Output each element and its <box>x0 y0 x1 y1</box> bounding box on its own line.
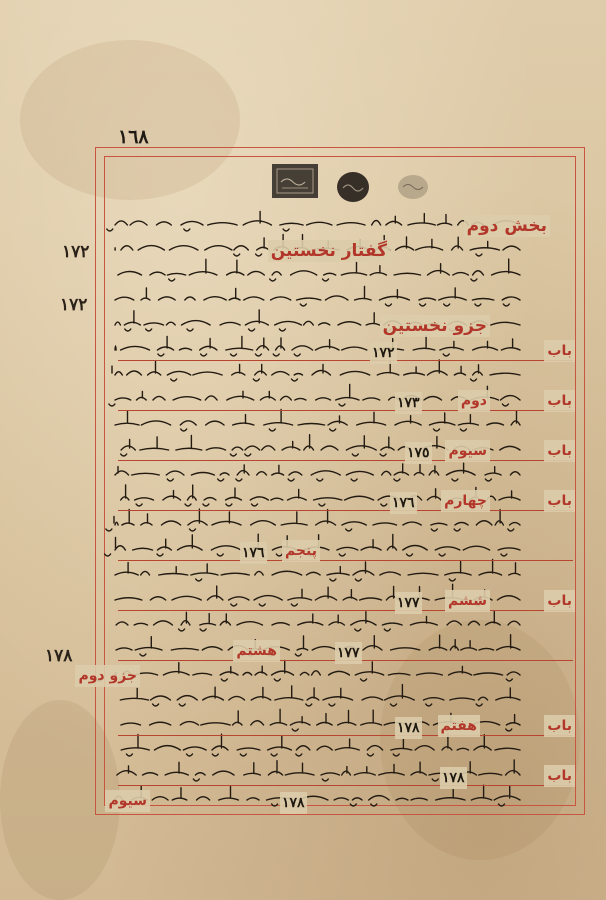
red-heading-label: باب <box>544 765 575 787</box>
red-rule-line <box>118 735 573 736</box>
red-rule-line <box>118 460 573 461</box>
inline-page-number: ١٧٨ <box>440 767 467 789</box>
red-rule-line <box>118 610 573 611</box>
inline-page-number: ١٧٦ <box>390 492 417 514</box>
red-heading-label: بخش دوم <box>464 215 550 237</box>
red-heading-label: باب <box>544 490 575 512</box>
folio-number: ١٦٨ <box>118 126 149 148</box>
red-heading-label: باب <box>544 715 575 737</box>
margin-number: ١٧٨ <box>45 646 73 666</box>
red-heading-label: باب <box>544 440 575 462</box>
red-heading-label: جزو نخستین <box>380 315 490 337</box>
red-heading-label: هشتم <box>233 640 280 662</box>
inline-page-number: ١٧٢ <box>370 342 397 364</box>
inline-page-number: ١٧٧ <box>395 592 422 614</box>
inline-page-number: ١٧٧ <box>335 642 362 664</box>
margin-number: ١٧٢ <box>62 242 90 262</box>
margin-number: ١٧٢ <box>60 295 88 315</box>
red-heading-label: پنجم <box>282 540 320 562</box>
red-heading-label: هفتم <box>438 715 480 737</box>
inline-page-number: ١٧٣ <box>395 392 422 414</box>
red-heading-label: جزو دوم <box>75 665 140 687</box>
inline-page-number: ١٧٨ <box>280 792 307 814</box>
red-heading-label: چهارم <box>441 490 490 512</box>
red-heading-label: دوم <box>458 390 490 412</box>
red-rule-line <box>118 785 573 786</box>
red-heading-label: ششم <box>445 590 490 612</box>
red-heading-label: باب <box>544 340 575 362</box>
inline-page-number: ١٧٨ <box>395 717 422 739</box>
red-heading-label: سیوم <box>105 790 150 812</box>
red-rule-line <box>118 560 573 561</box>
red-heading-label: باب <box>544 390 575 412</box>
inline-page-number: ١٧٦ <box>240 542 267 564</box>
inline-page-number: ١٧٥ <box>405 442 432 464</box>
red-heading-label: گفتار نخستین <box>268 240 390 262</box>
red-rule-line <box>118 410 573 411</box>
red-heading-label: باب <box>544 590 575 612</box>
red-heading-label: سیوم <box>445 440 490 462</box>
red-rule-line <box>118 510 573 511</box>
red-rule-line <box>118 360 573 361</box>
